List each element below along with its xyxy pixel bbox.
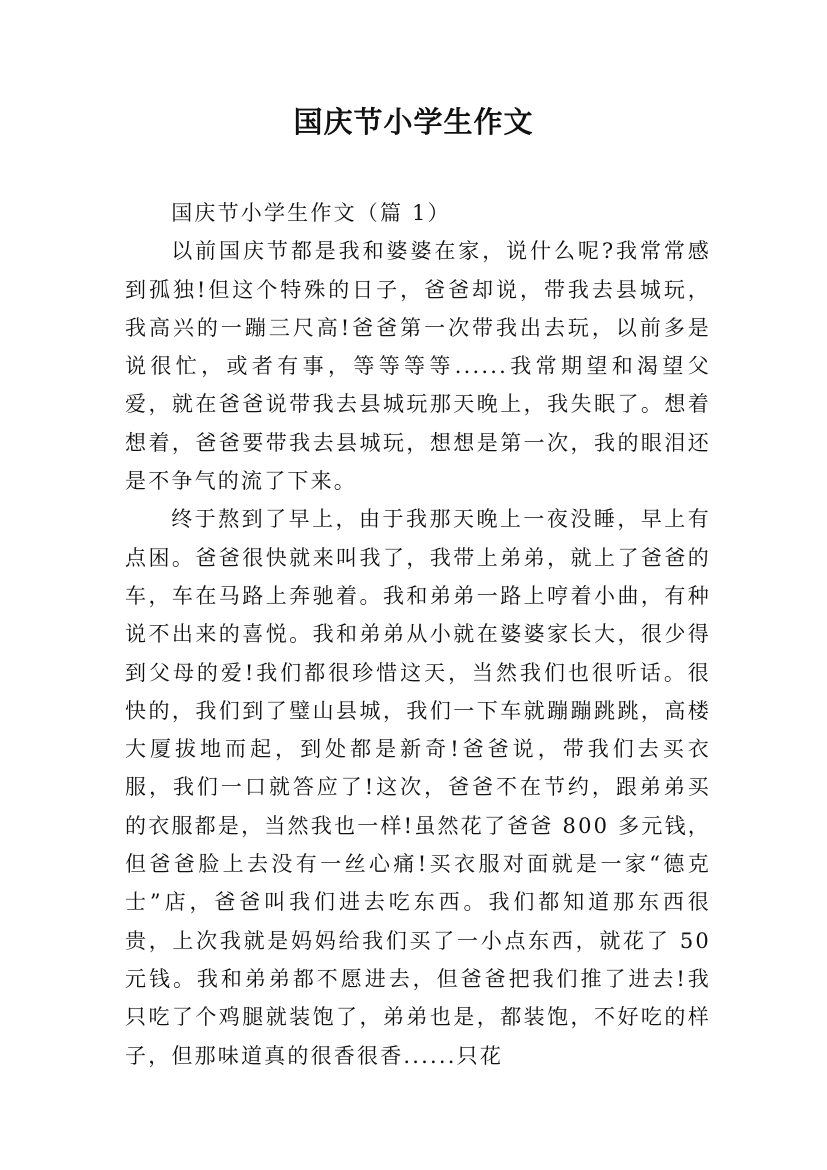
document-title: 国庆节小学生作文 — [293, 105, 534, 139]
essay-subtitle: 国庆节小学生作文（篇 1） — [171, 201, 451, 225]
document-body — [125, 194, 711, 1075]
paragraph-1: 以前国庆节都是我和婆婆在家，说什么呢?我常常感到孤独!但这个特殊的日子，爸爸却说，带我去县城玩，我高兴的一蹦三尺高!爸爸第一次带我出去玩，以前多是说很忙，或者有事，等等等等......我常期望和渴望父爱，就在爸爸说带我去县城玩那天晚上，我失眠了。想着想着，爸爸要带我去县城玩，想想是第一次，我的眼泪还是不争气的流了下来。 — [125, 239, 711, 494]
paragraph-2: 终于熬到了早上，由于我那天晚上一夜没睡，早上有点困。爸爸很快就来叫我了，我带上弟弟，就上了爸爸的车，车在马路上奔驰着。我和弟弟一路上哼着小曲，有种说不出来的喜悦。我和弟弟从小就在婆婆家长大，很少得到父母的爱!我们都很珍惜这天，当然我们也很听话。很快的，我们到了璧山县城，我们一下车就蹦蹦跳跳，高楼大厦拔地而起，到处都是新奇!爸爸说，带我们去买衣服，我们一口就答应了!这次，爸爸不在节约，跟弟弟买的衣服都是，当然我也一样!虽然花了爸爸 800 多元钱，但爸爸脸上去没有一丝心痛!买衣服对面就是一家“德克士”店，爸爸叫我们进去吃东西。我们都知道那东西很贵，上次我就是妈妈给我们买了一小点东西，就花了 50 元钱。我和弟弟都不愿进去，但爸爸把我们推了进去!我只吃了个鸡腿就装饱了，弟弟也是，都装饱，不好吃的样子，但那味道真的很香很香......只花 — [125, 507, 711, 1068]
